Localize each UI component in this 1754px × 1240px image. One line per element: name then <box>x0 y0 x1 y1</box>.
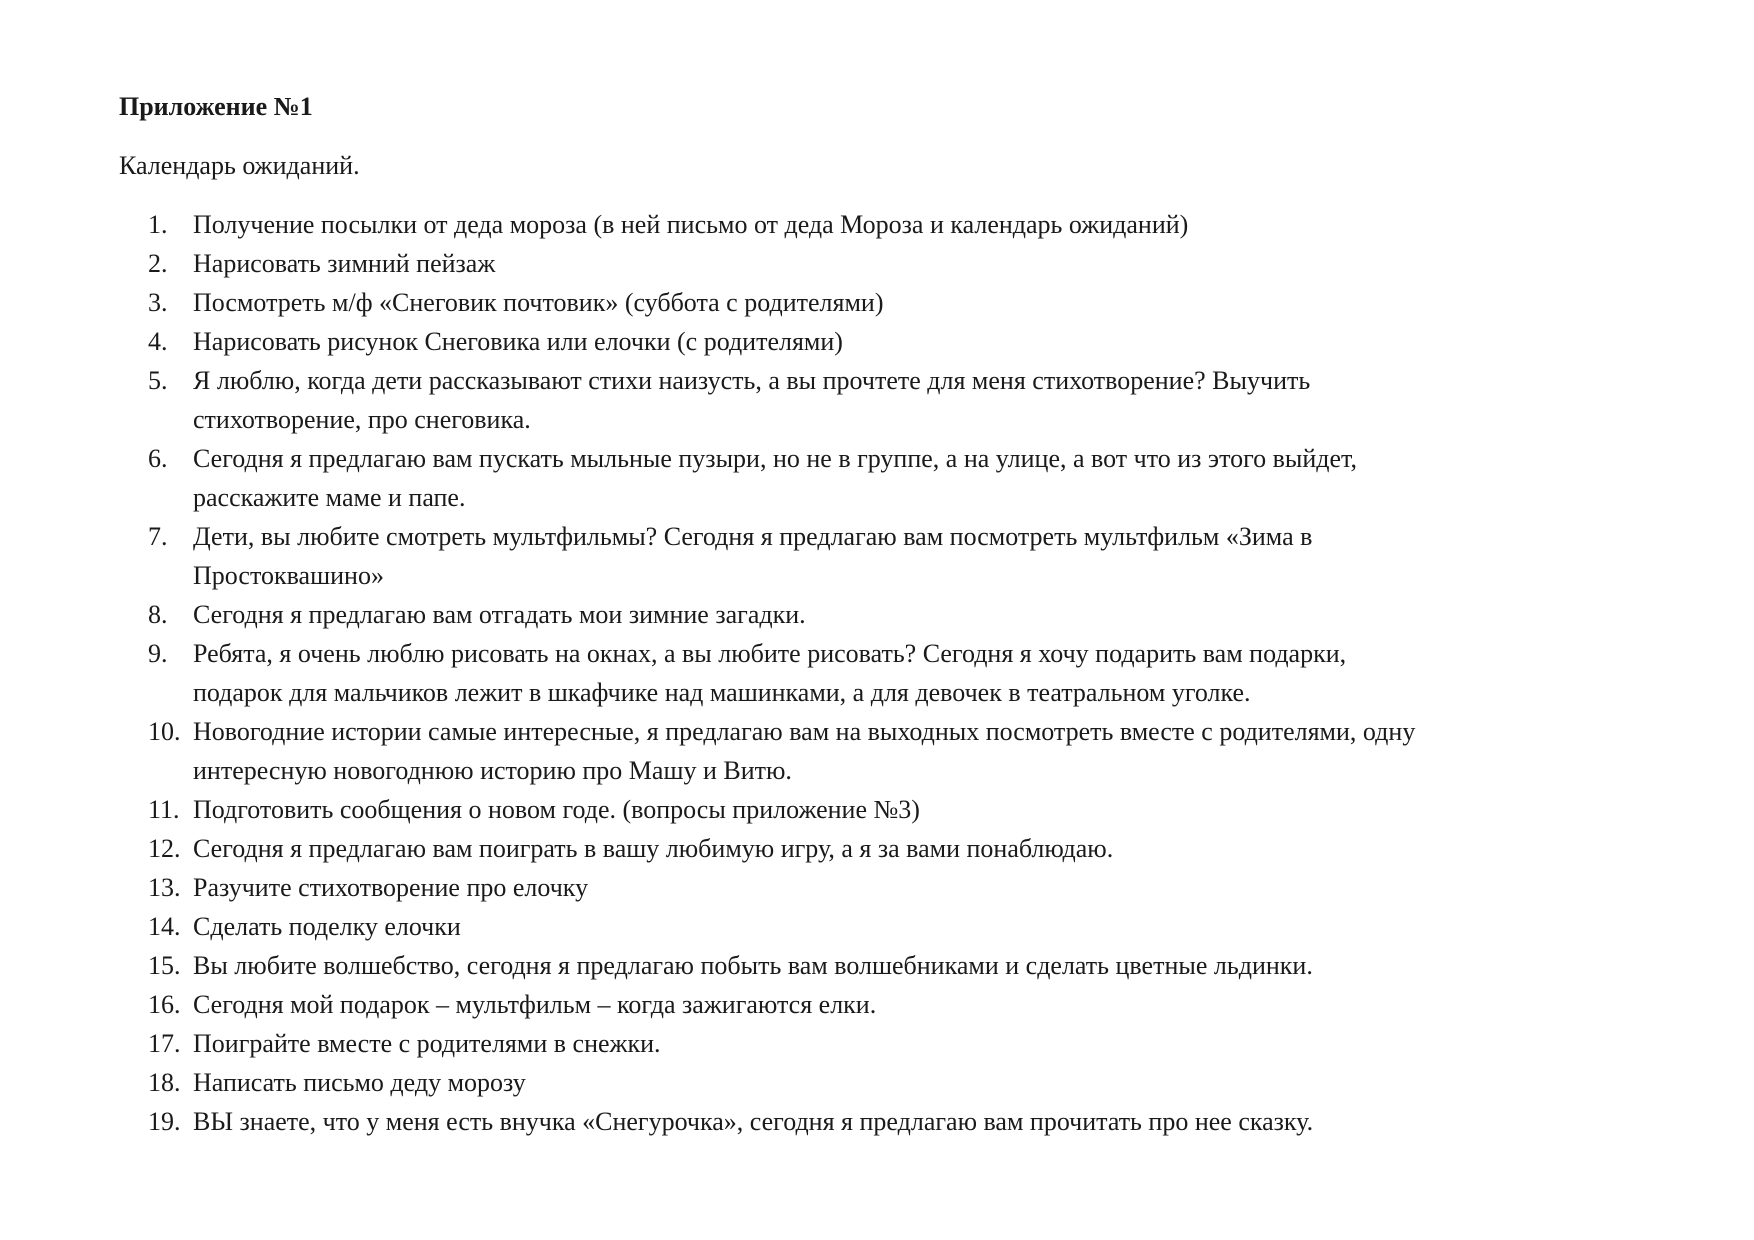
list-item-text: Сделать поделку елочки <box>193 912 461 941</box>
calendar-list <box>0 205 1754 1141</box>
list-item-text: Нарисовать зимний пейзаж <box>193 249 496 278</box>
page-subtitle: Календарь ожиданий. <box>119 151 360 180</box>
list-item-text: Поиграйте вместе с родителями в снежки. <box>193 1029 661 1058</box>
list-item <box>0 205 1440 244</box>
list-item-number: 8. <box>148 600 168 629</box>
list-item-number: 12. <box>148 834 181 863</box>
page-title: Приложение №1 <box>119 92 313 121</box>
list-item-text: Получение посылки от деда мороза (в ней письмо от деда Мороза и календарь ожиданий) <box>193 210 1189 239</box>
list-item <box>0 790 1440 829</box>
list-item <box>0 1063 1440 1102</box>
list-item <box>0 283 1440 322</box>
list-item-text: Сегодня я предлагаю вам поиграть в вашу любимую игру, а я за вами понаблюдаю. <box>193 834 1114 863</box>
list-item-text: Сегодня я предлагаю вам отгадать мои зимние загадки. <box>193 600 806 629</box>
list-item-number: 2. <box>148 249 168 278</box>
list-item-number: 1. <box>148 210 168 239</box>
list-item <box>0 322 1440 361</box>
list-item-text: Сегодня мой подарок – мультфильм – когда зажигаются елки. <box>193 990 877 1019</box>
list-item <box>0 634 1440 712</box>
list-item-number: 15. <box>148 951 181 980</box>
list-item-text: Новогодние истории самые интересные, я предлагаю вам на выходных посмотреть вместе с родителями, одну интересную новогоднюю историю про Машу и Витю. <box>193 717 1416 785</box>
list-item-text: ВЫ знаете, что у меня есть внучка «Снегурочка», сегодня я предлагаю вам прочитать про нее сказку. <box>193 1107 1314 1136</box>
list-item-number: 14. <box>148 912 181 941</box>
list-item <box>0 244 1440 283</box>
list-item <box>0 1024 1440 1063</box>
list-item <box>0 361 1440 439</box>
list-item-number: 3. <box>148 288 168 317</box>
list-item-number: 11. <box>148 795 180 824</box>
list-item-number: 18. <box>148 1068 181 1097</box>
list-item <box>0 517 1440 595</box>
list-item <box>0 439 1440 517</box>
list-item-text: Посмотреть м/ф «Снеговик почтовик» (суббота с родителями) <box>193 288 884 317</box>
list-item <box>0 595 1440 634</box>
list-item-number: 10. <box>148 717 181 746</box>
list-item-text: Ребята, я очень люблю рисовать на окнах, а вы любите рисовать? Сегодня я хочу подарить вам подарки, подарок для мальчиков лежит в шкафчике над машинками, а для девочек в театральном уголке. <box>193 639 1347 707</box>
list-item-number: 17. <box>148 1029 181 1058</box>
list-item-number: 4. <box>148 327 168 356</box>
list-item <box>0 907 1440 946</box>
list-item-number: 9. <box>148 639 168 668</box>
list-item <box>0 946 1440 985</box>
list-item-text: Сегодня я предлагаю вам пускать мыльные пузыри, но не в группе, а на улице, а вот что из этого выйдет, расскажите маме и папе. <box>193 444 1357 512</box>
list-item <box>0 712 1440 790</box>
list-item-text: Я люблю, когда дети рассказывают стихи наизусть, а вы прочтете для меня стихотворение? Выучить стихотворение, про снеговика. <box>193 366 1311 434</box>
list-item <box>0 985 1440 1024</box>
list-item-text: Вы любите волшебство, сегодня я предлагаю побыть вам волшебниками и сделать цветные льдинки. <box>193 951 1313 980</box>
list-item-number: 19. <box>148 1107 181 1136</box>
list-item-text: Написать письмо деду морозу <box>193 1068 526 1097</box>
list-item-number: 7. <box>148 522 168 551</box>
list-item-text: Разучите стихотворение про елочку <box>193 873 589 902</box>
list-item <box>0 868 1440 907</box>
list-item <box>0 829 1440 868</box>
list-item <box>0 1102 1440 1141</box>
list-item-number: 6. <box>148 444 168 473</box>
list-item-text: Дети, вы любите смотреть мультфильмы? Сегодня я предлагаю вам посмотреть мультфильм «Зима в Простоквашино» <box>193 522 1313 590</box>
list-item-number: 13. <box>148 873 181 902</box>
list-item-text: Подготовить сообщения о новом годе. (вопросы приложение №3) <box>193 795 920 824</box>
list-item-number: 16. <box>148 990 181 1019</box>
list-item-text: Нарисовать рисунок Снеговика или елочки (с родителями) <box>193 327 843 356</box>
list-item-number: 5. <box>148 366 168 395</box>
